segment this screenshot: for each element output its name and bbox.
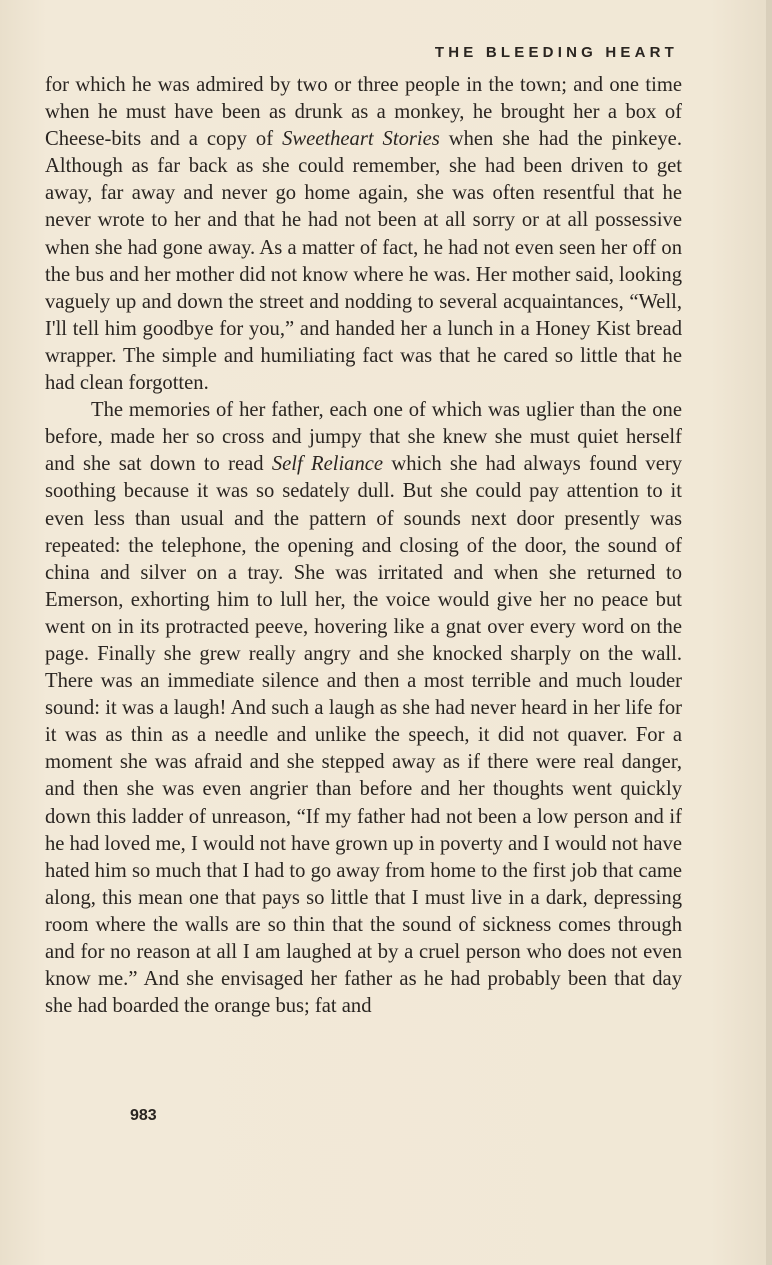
italic-title-self-reliance: Self Reliance	[271, 453, 384, 476]
page-number: 983	[130, 1107, 157, 1124]
text-span: when she had the pinkeye. Although as far back as she could remember, she had been driven to get away, far away and never go home again, she was often resentful that he never wrote to her and that he had not been at all sorry or at all possessive when she had gone away. As a matter of fact, he had not even seen her off on the bus and her mother did not know where he was. Her mother said, looking vaguely up and down the street and nodding to several acquaintances, “Well, I'll tell him goodbye for you,” and handed her a lunch in a Honey Kist bread wrapper. The simple and humiliating fact was that he cared so little that he had clean forgotten.	[45, 128, 682, 395]
body-text	[45, 72, 682, 1020]
page-edge-shadow	[766, 0, 772, 1265]
paragraph-2	[45, 397, 682, 1020]
text-span: which she had always found very soothing because it was so sedately dull. But she could pay attention to it even less than usual and the pattern of sounds next door presently was repeated: the telephone, the opening and closing of the door, the sound of china and silver on a tray. She was irritated and when she returned to Emerson, exhorting him to lull her, the voice would give her no peace but went on in its protracted peeve, hovering like a gnat over every word on the page. Finally she grew really angry and she knocked sharply on the wall. There was an immediate silence and then a most terrible and much louder sound: it was a laugh! And such a laugh as she had never heard in her life for it was as thin as a needle and unlike the speech, it did not quaver. For a moment she was afraid and she stepped away as if there were real danger, and then she was even angrier than before and her thoughts went quickly down this ladder of unreason, “If my father had not been a low person and if he had loved me, I would not have grown up in poverty and I would not have hated him so much that I had to go away from home to the first job that came along, this mean one that pays so little that I must live in a dark, depressing room where the walls are so thin that the sound of sickness comes through and for no reason at all I am laughed at by a cruel person who does not even know me.” And she envisaged her father as he had probably been that day she had boarded the orange bus; fat and	[45, 453, 682, 1018]
text-span: The memories of her father, each one of which was uglier than the one before, made her so cross and jumpy that she knew she must quiet herself and she sat down to read	[45, 399, 682, 476]
italic-title-sweetheart-stories: Sweetheart Stories	[282, 128, 440, 151]
text-span: for which he was admired by two or three people in the town; and one time when he must have been as drunk as a monkey, he brought her a box of Cheese-bits and a copy of	[45, 74, 682, 151]
running-head: THE BLEEDING HEART	[434, 44, 678, 61]
paragraph-1	[45, 72, 682, 397]
